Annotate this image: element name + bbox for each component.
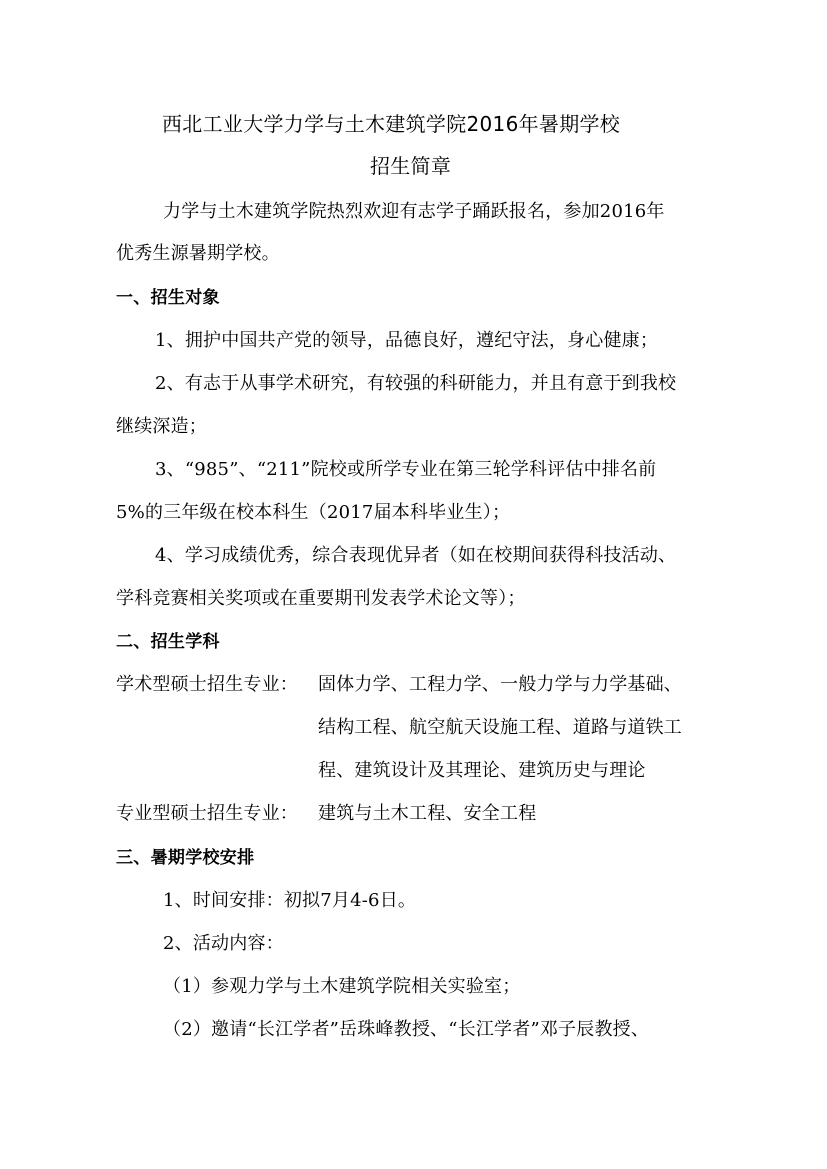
academic-line3: 程、建筑设计及其理论、建筑历史与理论 bbox=[318, 760, 646, 781]
academic-line1: 固体力学、工程力学、一般力学与力学基础、 bbox=[318, 674, 682, 695]
section1-item3-line1: 3、“985”、“211”院校或所学专业在第三轮学科评估中排名前 bbox=[155, 459, 657, 480]
doc-title-line2: 招生简章 bbox=[370, 154, 452, 178]
intro-line1: 力学与土木建筑学院热烈欢迎有志学子踊跃报名，参加2016年 bbox=[163, 201, 665, 222]
section3-sub2: （2）邀请“长江学者”岳珠峰教授、“长江学者”邓子辰教授、 bbox=[163, 1019, 650, 1040]
professional-label: 专业型硕士招生专业： bbox=[116, 803, 298, 824]
section2-heading: 二、招生学科 bbox=[116, 632, 220, 652]
section1-item2-line1: 2、有志于从事学术研究，有较强的科研能力，并且有意于到我校 bbox=[155, 373, 677, 394]
section1-item1: 1、拥护中国共产党的领导，品德良好，遵纪守法，身心健康； bbox=[155, 330, 659, 351]
professional-value: 建筑与土木工程、安全工程 bbox=[318, 803, 537, 824]
academic-label: 学术型硕士招生专业： bbox=[116, 674, 298, 695]
academic-line2: 结构工程、航空航天设施工程、道路与道铁工 bbox=[318, 717, 682, 738]
section1-heading: 一、招生对象 bbox=[116, 288, 220, 308]
section1-item4-line2: 学科竞赛相关奖项或在重要期刊发表学术论文等）； bbox=[116, 588, 526, 609]
doc-title-line1: 西北工业大学力学与土木建筑学院2016年暑期学校 bbox=[162, 112, 621, 136]
section3-item2: 2、活动内容： bbox=[163, 933, 284, 954]
intro-line2: 优秀生源暑期学校。 bbox=[116, 243, 280, 264]
section3-item1: 1、时间安排：初拟7月4-6日。 bbox=[163, 890, 417, 911]
section3-sub1: （1）参观力学与土木建筑学院相关实验室； bbox=[163, 976, 521, 997]
section1-item2-line2: 继续深造； bbox=[116, 416, 207, 437]
section1-item4-line1: 4、学习成绩优秀，综合表现优异者（如在校期间获得科技活动、 bbox=[155, 545, 677, 566]
section3-heading: 三、暑期学校安排 bbox=[116, 848, 255, 868]
section1-item3-line2: 5%的三年级在校本科生（2017届本科毕业生）； bbox=[116, 502, 511, 523]
